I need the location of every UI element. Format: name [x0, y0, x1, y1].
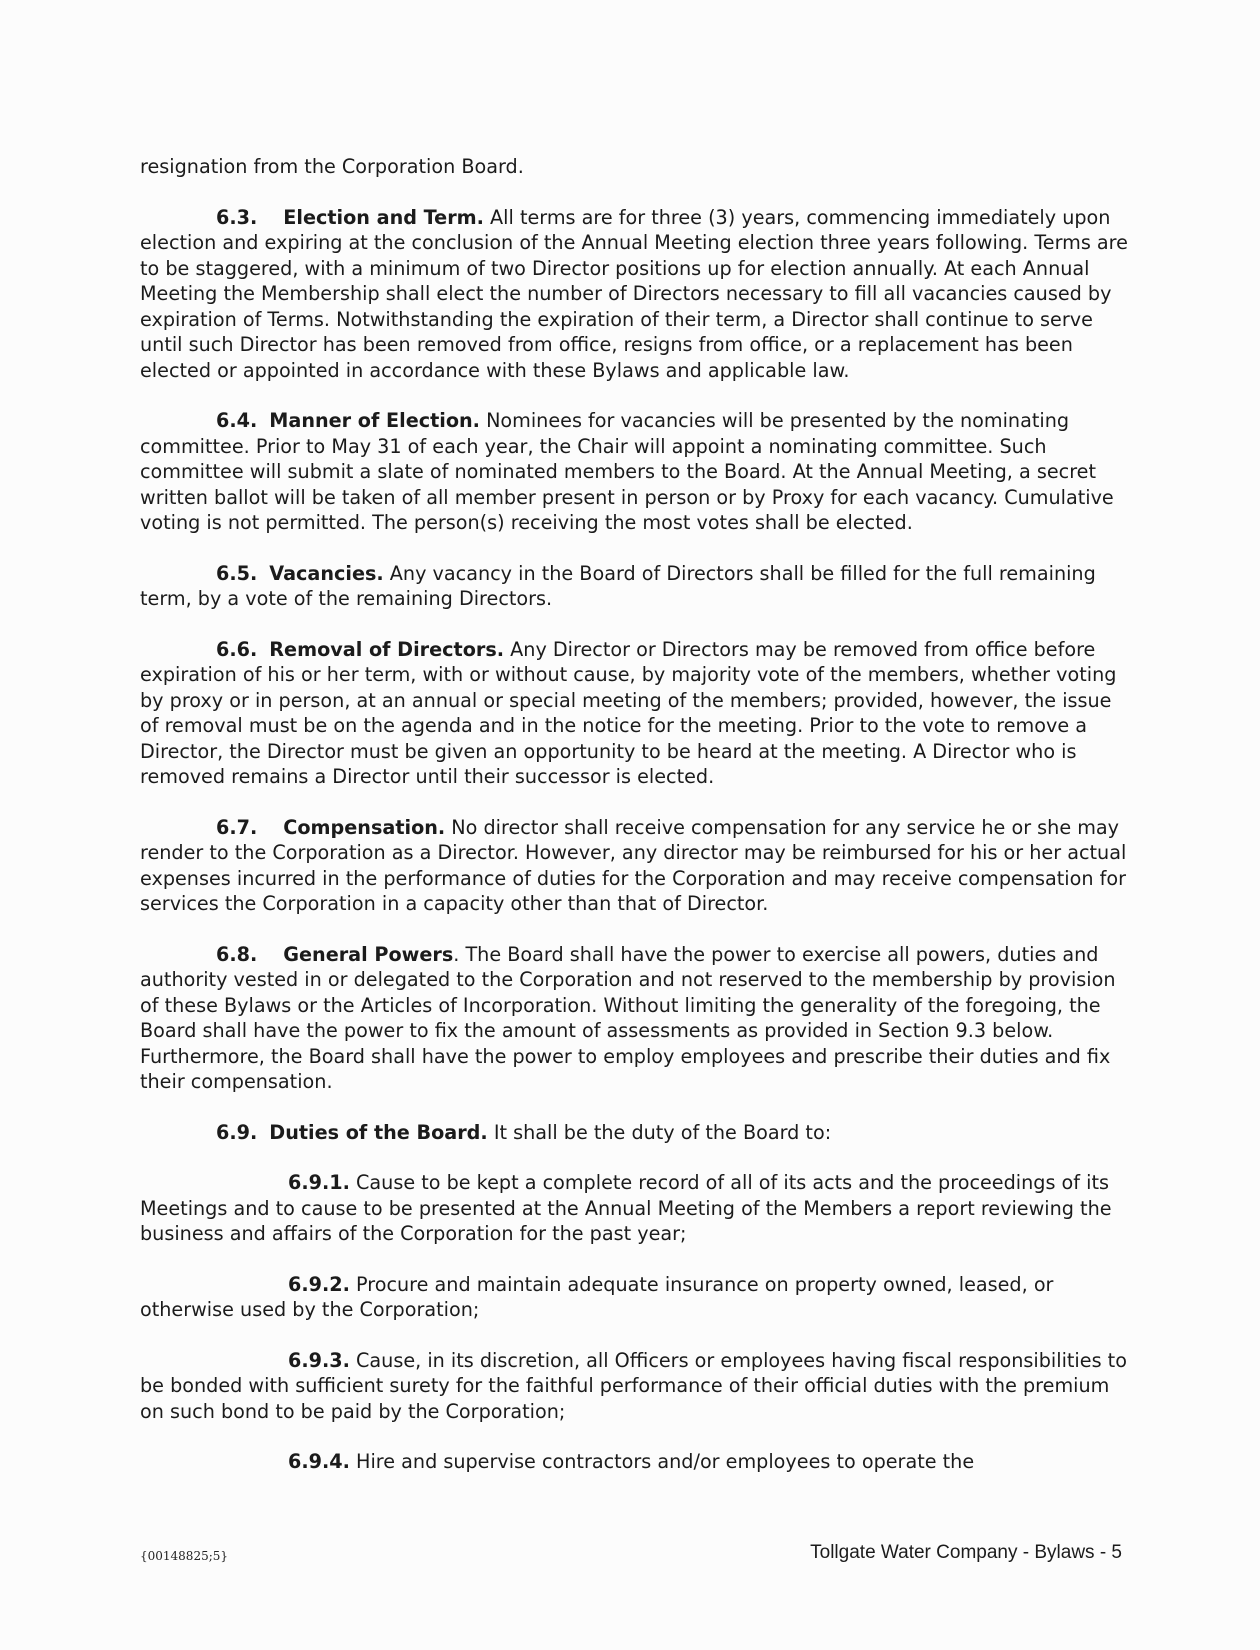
- subsection-6-9-2: [140, 1272, 1136, 1323]
- section-heading: Removal of Directors.: [269, 637, 505, 661]
- section-body: Nominees for vacancies will be presented by the nominating committee. Prior to May 31 of each year, the Chair will appoint a nominating committee. Such committee will submit a slate of nominated members to the Board. At the Annual Meeting, a secret written ballot will be taken of all member present in person or by Proxy for each vacancy. Cumulative voting is not permitted. The person(s) receiving the most votes shall be elected.: [140, 409, 1114, 534]
- section-6-7: [140, 815, 1136, 917]
- document-body: [140, 154, 1136, 1475]
- section-number: 6.9.: [216, 1120, 258, 1144]
- subsection-number: 6.9.4.: [288, 1450, 350, 1473]
- section-heading: Manner of Election.: [269, 409, 480, 432]
- section-number: 6.8.: [216, 942, 258, 966]
- subsection-6-9-4: [140, 1449, 1136, 1475]
- subsection-number: 6.9.2.: [288, 1272, 350, 1296]
- section-6-5: [140, 561, 1136, 612]
- section-6-9: [140, 1120, 1136, 1146]
- section-heading: Compensation.: [283, 815, 446, 839]
- section-number: 6.4.: [216, 409, 258, 432]
- subsection-body: Cause, in its discretion, all Officers or employees having fiscal responsibilities to be bonded with sufficient surety for the faithful performance of their official duties with the premium on such bond to be paid by the Corporation;: [140, 1348, 1127, 1423]
- section-body: All terms are for three (3) years, commencing immediately upon election and expiring at the conclusion of the Annual Meeting election three years following. Terms are to be staggered, with a minimum of two Director positions up for election annually. At each Annual Meeting the Membership shall elect the number of Directors necessary to fill all vacancies caused by expiration of Terms. Notwithstanding the expiration of their term, a Director shall continue to serve until such Director has been removed from office, resigns from office, or a replacement has been elected or appointed in accordance with these Bylaws and applicable law.: [140, 205, 1128, 382]
- section-6-8: [140, 942, 1136, 1095]
- section-number: 6.7.: [216, 815, 258, 839]
- subsection-number: 6.9.3.: [288, 1348, 350, 1372]
- section-heading: General Powers: [283, 942, 454, 966]
- subsection-6-9-1: [140, 1170, 1136, 1247]
- section-heading: Duties of the Board.: [269, 1120, 488, 1144]
- subsection-body: Procure and maintain adequate insurance on property owned, leased, or otherwise used by the Corporation;: [140, 1272, 1054, 1321]
- section-body: . The Board shall have the power to exercise all powers, duties and authority vested in or delegated to the Corporation and not reserved to the membership by provision of these Bylaws or the Articles of Incorporation. Without limiting the generality of the foregoing, the Board shall have the power to fix the amount of assessments as provided in Section 9.3 below. Furthermore, the Board shall have the power to employ employees and prescribe their duties and fix their compensation.: [140, 942, 1116, 1093]
- section-6-4: [140, 408, 1136, 536]
- section-number: 6.6.: [216, 637, 258, 661]
- subsection-6-9-3: [140, 1348, 1136, 1425]
- section-heading: Election and Term.: [283, 205, 484, 229]
- subsection-body: Hire and supervise contractors and/or employees to operate the: [349, 1450, 975, 1473]
- section-6-3: [140, 205, 1136, 384]
- subsection-body: Cause to be kept a complete record of all of its acts and the proceedings of its Meetings and to cause to be presented at the Annual Meeting of the Members a report reviewing the business and affairs of the Corporation for the past year;: [140, 1171, 1112, 1245]
- footer-title: Tollgate Water Company - Bylaws - 5: [810, 1542, 1122, 1563]
- section-body: Any vacancy in the Board of Directors shall be filled for the full remaining term, by a vote of the remaining Directors.: [140, 561, 1096, 610]
- continuation-paragraph: resignation from the Corporation Board.: [140, 155, 524, 178]
- section-6-6: [140, 637, 1136, 790]
- section-number: 6.3.: [216, 205, 258, 229]
- section-body: No director shall receive compensation for any service he or she may render to the Corporation as a Director. However, any director may be reimbursed for his or her actual expenses incurred in the performance of duties for the Corporation and may receive compensation for services the Corporation in a capacity other than that of Director.: [140, 815, 1127, 915]
- section-number: 6.5.: [216, 561, 258, 585]
- section-heading: Vacancies.: [269, 561, 384, 585]
- section-body: Any Director or Directors may be removed from office before expiration of his or her term, with or without cause, by majority vote of the members, whether voting by proxy or in person, at an annual or special meeting of the members; provided, however, the issue of removal must be on the agenda and in the notice for the meeting. Prior to the vote to remove a Director, the Director must be given an opportunity to be heard at the meeting. A Director who is removed remains a Director until their successor is elected.: [140, 637, 1117, 788]
- footer-document-id: {00148825;5}: [140, 1549, 229, 1563]
- subsection-number: 6.9.1.: [288, 1171, 350, 1194]
- section-body: It shall be the duty of the Board to:: [487, 1120, 832, 1144]
